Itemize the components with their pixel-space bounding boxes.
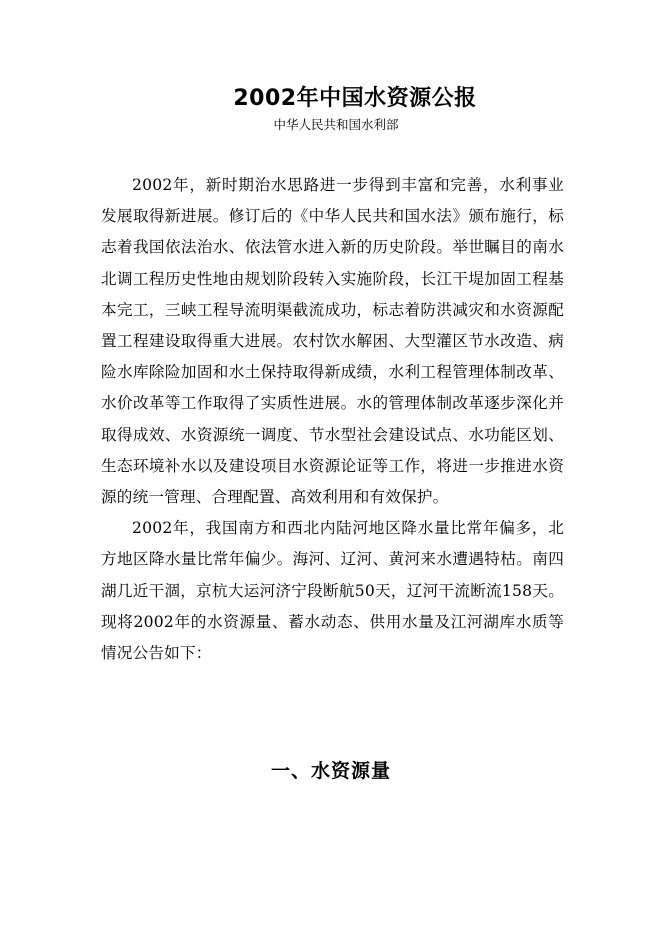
document-body [101,170,564,669]
section-heading-water-resources: 一、水资源量 [270,760,391,782]
document-title: 2002年中国水资源公报 [233,86,477,111]
paragraph-intro: 2002年，新时期治水思路进一步得到丰富和完善，水利事业发展取得新进展。修订后的《中华人民共和国水法》颁布施行，标志着我国依法治水、依法管水进入新的历史阶段。举世瞩目的南水北调工程历史性地由规划阶段转入实施阶段，长江干堤加固工程基本完工，三峡工程导流明渠截流成功，标志着防洪减灾和水资源配置工程建设取得重大进展。农村饮水解困、大型灌区节水改造、病险水库除险加固和水土保持取得新成绩，水利工程管理体制改革、水价改革等工作取得了实质性进展。水的管理体制改革逐步深化并取得成效、水资源统一调度、节水型社会建设试点、水功能区划、生态环境补水以及建设项目水资源论证等工作，将进一步推进水资源的统一管理、合理配置、高效利用和有效保护。 [101,176,564,507]
document-author: 中华人民共和国水利部 [273,117,399,132]
paragraph-rainfall: 2002年，我国南方和西北内陆河地区降水量比常年偏多，北方地区降水量比常年偏少。海河、辽河、黄河来水遭遇特枯。南四湖几近干涸，京杭大运河济宁段断航50天，辽河干流断流158天。现将2002年的水资源量、蓄水动态、供用水量及江河湖库水质等情况公告如下： [101,519,564,663]
